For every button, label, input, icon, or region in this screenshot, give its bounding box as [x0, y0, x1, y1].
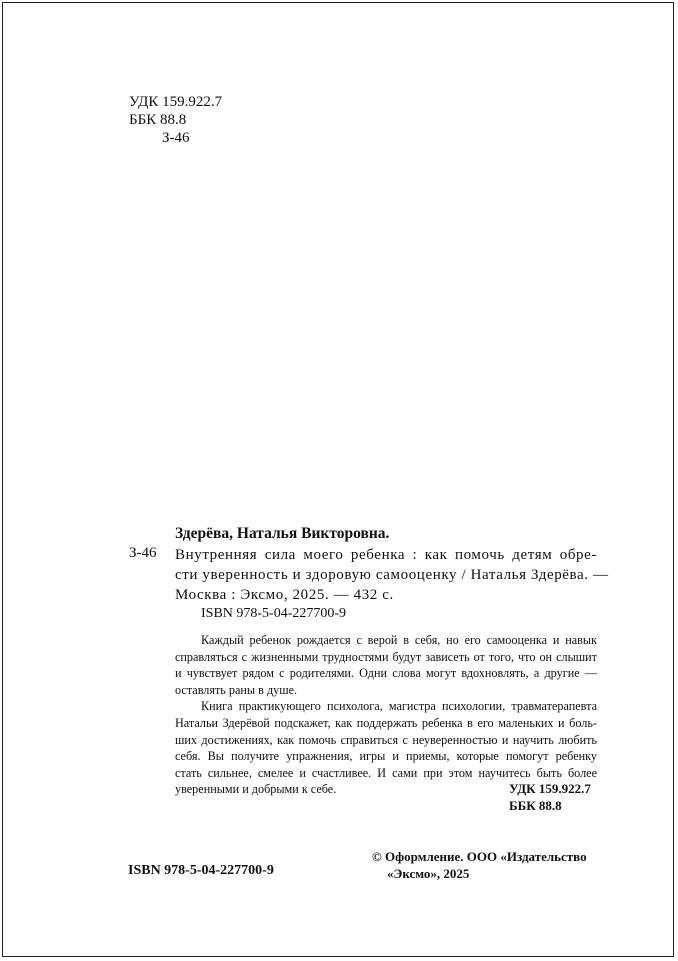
top-bbk: ББК 88.8	[129, 112, 187, 128]
bottom-bbk: ББК 88.8	[509, 797, 562, 813]
top-udk: УДК 159.922.7	[129, 94, 223, 110]
bottom-classification	[509, 781, 591, 814]
abstract	[175, 632, 597, 798]
abstract-line: Каждый ребенок рождается с верой в себя, но его самооценка и навык	[201, 633, 597, 647]
record-cutter-mark: З-46	[129, 545, 157, 561]
desc-line: Внутренняя сила моего ребенка : как помочь детям обре-	[175, 547, 597, 563]
bibliographic-description	[175, 545, 609, 605]
copyright-line: © Оформление. ООО «Издательство	[372, 849, 587, 864]
abstract-line: себя. Вы получите упражнения, игры и приемы, которые помогут ребенку	[175, 749, 597, 764]
abstract-line: Натальи Здерёвой подскажет, как поддержать ребенка в его маленьких и боль-	[175, 715, 597, 730]
author-name: Здерёва, Наталья Викторовна.	[175, 525, 390, 542]
abstract-line: справляться с жизненными трудностями будут зависеть от того, что он слышит	[175, 649, 597, 664]
desc-line: Москва : Эксмо, 2025. — 432 с.	[175, 587, 394, 603]
abstract-line: ших достижениях, как помочь справиться с неуверенностью и научить любить	[175, 732, 597, 747]
abstract-line: Книга практикующего психолога, магистра психологии, травматерапевта	[201, 699, 597, 714]
copyright-notice	[372, 848, 587, 882]
top-cutter-mark: З-46	[162, 130, 190, 146]
footer-isbn: ISBN 978-5-04-227700-9	[128, 863, 274, 878]
copyright-line: «Эксмо», 2025	[387, 866, 470, 881]
abstract-line: оставлять раны в душе.	[175, 682, 298, 697]
bottom-udk: УДК 159.922.7	[509, 781, 591, 796]
record-isbn: ISBN 978-5-04-227700-9	[201, 606, 347, 621]
abstract-line: стать сильнее, смелее и счастливее. И сами при этом научитесь быть более	[175, 765, 597, 780]
desc-line: сти уверенность и здоровую самооценку / Наталья Здерёва. —	[175, 567, 609, 583]
abstract-line: и чувствует рядом с родителями. Одни слова могут вдохновлять, а другие —	[175, 666, 597, 681]
abstract-line: уверенными и добрыми к себе.	[175, 782, 337, 797]
